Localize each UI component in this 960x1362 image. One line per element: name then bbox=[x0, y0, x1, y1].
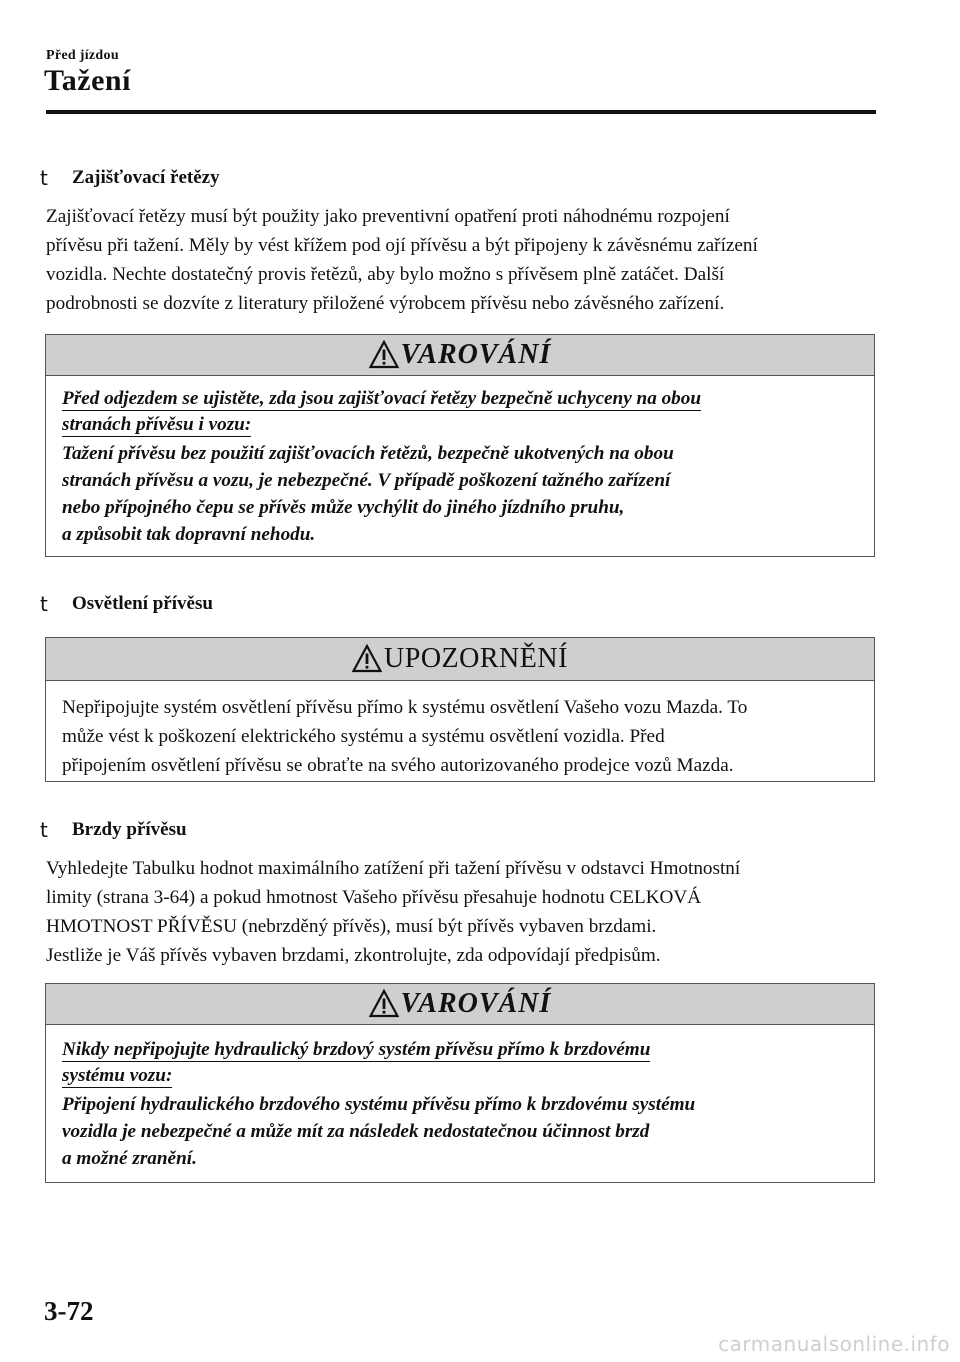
text-line: nebo přípojného čepu se přívěs může vychýlit do jiného jízdního pruhu, bbox=[62, 497, 625, 518]
text-line: HMOTNOST PŘÍVĚSU (nebrzděný přívěs), musí být přívěs vybaven brzdami. bbox=[46, 916, 657, 937]
text-line: a možné zranění. bbox=[62, 1148, 197, 1169]
paragraph-safety-chains bbox=[46, 202, 876, 318]
warning-header bbox=[46, 984, 874, 1025]
caution-header bbox=[46, 638, 874, 681]
caution-label: UPOZORNĚNÍ bbox=[384, 643, 568, 674]
text-line: Vyhledejte Tabulku hodnot maximálního zatížení při tažení přívěsu v odstavci Hmotnostní bbox=[46, 858, 741, 879]
text-line: Jestliže je Váš přívěs vybaven brzdami, zkontrolujte, zda odpovídají předpisům. bbox=[46, 945, 661, 966]
caution-text bbox=[62, 693, 858, 780]
warning-lead bbox=[62, 386, 858, 438]
warning-box-brakes bbox=[45, 983, 875, 1183]
text-line: Připojení hydraulického brzdového systému přívěsu přímo k brzdovému systému bbox=[62, 1094, 696, 1115]
text-line: Tažení přívěsu bez použití zajišťovacích řetězů, bezpečně ukotvených na obou bbox=[62, 443, 674, 464]
bullet-icon: t bbox=[40, 592, 48, 616]
text-line: stranách přívěsu i vozu: bbox=[62, 414, 252, 435]
watermark: carmanualsonline.info bbox=[718, 1332, 950, 1356]
title-rule bbox=[46, 110, 876, 114]
warning-text bbox=[62, 1091, 858, 1172]
paragraph-trailer-brakes bbox=[46, 854, 876, 970]
text-line: může vést k poškození elektrického systému a systému osvětlení vozidla. Před bbox=[62, 726, 665, 747]
heading-text: Brzdy přívěsu bbox=[72, 819, 187, 840]
warning-label: VAROVÁNÍ bbox=[400, 988, 552, 1019]
text-line: Zajišťovací řetězy musí být použity jako preventivní opatření proti náhodnému rozpojení bbox=[46, 206, 730, 227]
page-title: Tažení bbox=[44, 64, 131, 97]
text-line: Nepřipojujte systém osvětlení přívěsu přímo k systému osvětlení Vašeho vozu Mazda. To bbox=[62, 697, 748, 718]
page-number: 3-72 bbox=[44, 1296, 94, 1326]
text-line: Nikdy nepřipojujte hydraulický brzdový systém přívěsu přímo k brzdovému bbox=[62, 1039, 651, 1060]
warning-triangle-icon bbox=[369, 340, 399, 370]
warning-triangle-icon bbox=[369, 989, 399, 1019]
warning-lead bbox=[62, 1037, 858, 1089]
warning-text bbox=[62, 440, 858, 548]
heading-safety-chains bbox=[40, 166, 220, 190]
text-line: vozidla je nebezpečné a může mít za následek nedostatečnou účinnost brzd bbox=[62, 1121, 650, 1142]
bullet-icon: t bbox=[40, 818, 48, 842]
warning-header bbox=[46, 335, 874, 376]
heading-trailer-brakes bbox=[40, 818, 187, 842]
text-line: stranách přívěsu a vozu, je nebezpečné. V případě poškození tažného zařízení bbox=[62, 470, 671, 491]
heading-text: Zajišťovací řetězy bbox=[72, 167, 220, 188]
warning-triangle-icon bbox=[352, 644, 382, 674]
text-line: systému vozu: bbox=[62, 1065, 173, 1086]
warning-label: VAROVÁNÍ bbox=[400, 339, 552, 370]
section-label: Před jízdou bbox=[46, 48, 119, 63]
warning-box-chains bbox=[45, 334, 875, 557]
text-line: a způsobit tak dopravní nehodu. bbox=[62, 524, 316, 545]
heading-trailer-lights bbox=[40, 592, 213, 616]
text-line: podrobnosti se dozvíte z literatury přiložené výrobcem přívěsu nebo závěsného zařízení. bbox=[46, 293, 725, 314]
text-line: připojením osvětlení přívěsu se obraťte na svého autorizovaného prodejce vozů Mazda. bbox=[62, 755, 734, 776]
caution-box-lights bbox=[45, 637, 875, 782]
text-line: přívěsu při tažení. Měly by vést křížem pod ojí přívěsu a být připojeny k závěsnému zařízení bbox=[46, 235, 758, 256]
bullet-icon: t bbox=[40, 166, 48, 190]
text-line: Před odjezdem se ujistěte, zda jsou zajišťovací řetězy bezpečně uchyceny na obou bbox=[62, 388, 702, 409]
text-line: limity (strana 3-64) a pokud hmotnost Vašeho přívěsu přesahuje hodnotu CELKOVÁ bbox=[46, 887, 702, 908]
heading-text: Osvětlení přívěsu bbox=[72, 593, 213, 614]
text-line: vozidla. Nechte dostatečný provis řetězů, aby bylo možno s přívěsem plně zatáčet. Další bbox=[46, 264, 725, 285]
